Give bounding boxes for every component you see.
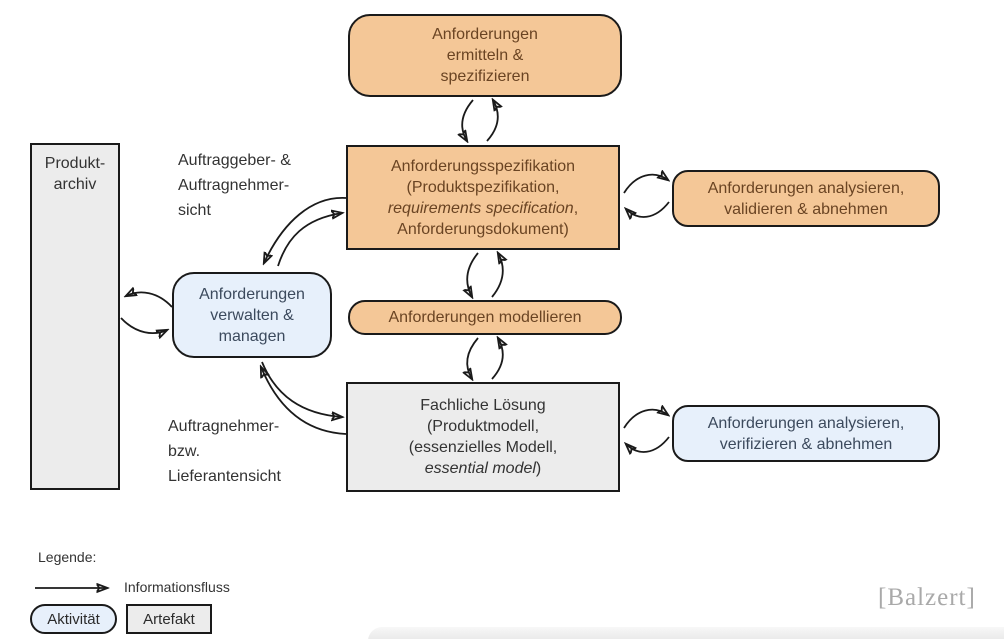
box-line: ermitteln & (446, 47, 524, 64)
box-line: Anforderungsdokument) (397, 220, 569, 238)
box-line: Produkt- (44, 155, 106, 172)
box-line: archiv (53, 176, 97, 193)
arrow-fachliche-to-verifizieren (624, 410, 668, 428)
arrow-verifizieren-to-fachliche (626, 437, 669, 452)
arrow-verwalten-to-archiv (126, 292, 172, 307)
box-line: Fachliche Lösung (420, 397, 546, 414)
arrow-modellieren-to-fachliche (467, 338, 478, 379)
box-line: verifizieren & abnehmen (719, 435, 893, 453)
legend-title: Legende: (38, 549, 97, 565)
box-line: Anforderungen analysieren, (707, 179, 905, 197)
legend-activity-sample: Aktivität (30, 604, 117, 634)
legend-artifact-sample: Artefakt (126, 604, 212, 634)
box-line: Anforderungsspezifikation (390, 157, 576, 175)
arrow-archiv-to-verwalten (121, 318, 167, 333)
box-line: Anforderungen (199, 285, 305, 303)
box-line: (Produktmodell, (426, 418, 540, 435)
label-auftraggeber-sicht: Auftraggeber- & Auftragnehmer- sicht (178, 152, 291, 219)
node-anforderungsspezifikation (346, 145, 620, 250)
box-line: validieren & abnehmen (724, 200, 888, 218)
node-anforderungen-modellieren (348, 300, 622, 335)
box-line: Anforderungen (432, 26, 538, 43)
arrow-spez-to-modellieren (467, 253, 478, 297)
node-anforderungen-ermitteln (348, 14, 622, 97)
arrow-spez-to-validieren (624, 175, 668, 193)
legend-flow-label: Informationsfluss (124, 579, 230, 595)
node-produktarchiv (30, 143, 120, 490)
node-anforderungen-verwalten (172, 272, 332, 358)
node-fachliche-loesung (346, 382, 620, 492)
box-line: (essenzielles Modell, (408, 439, 558, 456)
box-line: essential model) (424, 460, 542, 477)
label-lieferanten-sicht: Auftragnehmer- bzw. Lieferantensicht (168, 418, 281, 485)
box-line: verwalten & (210, 306, 294, 324)
node-analysieren-verifizieren (672, 405, 940, 462)
source-credit: [Balzert] (878, 584, 976, 611)
box-line: (Produktspezifikation, (406, 178, 560, 196)
box-line: requirements specification, (387, 199, 579, 217)
box-line: Anforderungen analysieren, (707, 414, 905, 432)
box-line: spezifizieren (440, 68, 530, 85)
arrow-verwalten-to-fachliche (262, 362, 342, 417)
arrow-modellieren-to-spez (492, 253, 503, 297)
arrow-validieren-to-spez (626, 202, 669, 217)
box-line: managen (218, 327, 286, 345)
arrow-ermitteln-to-spez (462, 100, 473, 141)
arrow-fachliche-to-modellieren (492, 338, 503, 379)
box-line: Anforderungen modellieren (388, 309, 582, 326)
node-analysieren-validieren (672, 170, 940, 227)
arrow-spez-to-ermitteln (487, 100, 498, 141)
